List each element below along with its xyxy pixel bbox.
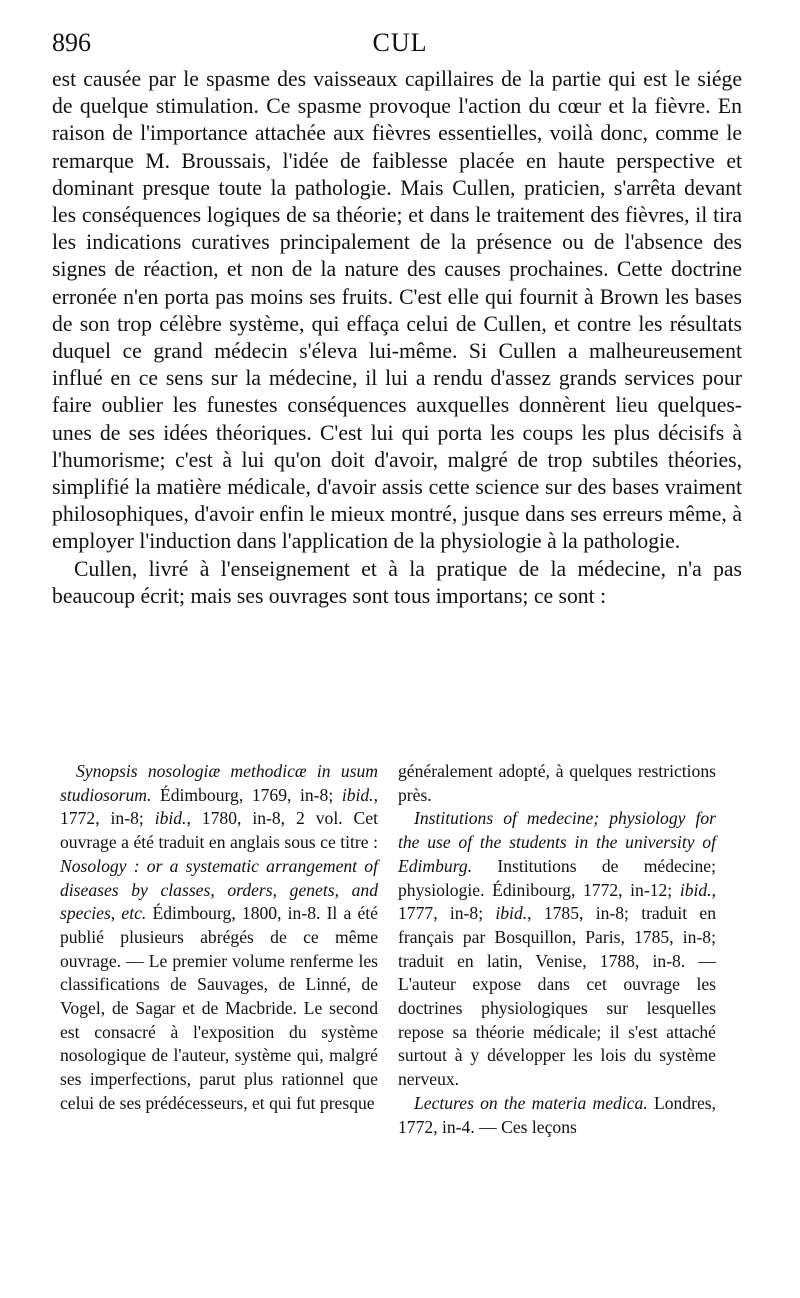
page-number: 896 — [52, 28, 91, 57]
entry-title-nosology: Nosology : or a systematic arrangement of diseases by classes, orders, genets, and species, etc. — [60, 855, 378, 924]
entry-text: , 1785, in-8; traduit en français par Bosquillon, Paris, 1785, in-8; traduit en latin, Venise, 1788, in-8. — L'auteur expose dans cet ouvrage les doctrines physiologiques sur lesquelles repose sa théorie médicale; il s'est attaché surtout à y développer les lois du système nerveux. — [398, 903, 716, 1090]
ibid-label: ibid. — [679, 879, 712, 900]
bibliography-entry-lectures — [398, 1092, 716, 1139]
bibliography-entry-continued: généralement adopté, à quelques restrictions près. — [398, 761, 716, 805]
entry-text: , 1777, in-8; — [398, 879, 716, 924]
main-text — [52, 66, 742, 610]
bibliography-entry-institutions — [398, 807, 716, 1091]
ibid-label: ibid. — [154, 808, 187, 829]
bibliography-columns — [60, 760, 732, 1180]
bibliography-entry-synopsis — [60, 760, 378, 1116]
entry-title-synopsis: Synopsis nosologiæ methodicæ in usum studiosorum. — [60, 761, 378, 805]
ibid-label: ibid. — [341, 784, 374, 805]
entry-text: Institutions de médecine; physiologie. Édinibourg, 1772, in-12; — [398, 855, 716, 900]
entry-text: , 1772, in-8; — [60, 784, 378, 829]
ibid-label: ibid. — [495, 903, 528, 924]
entry-title-institutions: Institutions of medecine; physiology for the use of the students in the university of Edimburg. — [398, 808, 716, 876]
entry-title-lectures: Lectures on the materia medica. — [414, 1092, 648, 1113]
entry-text: Édimbourg, 1800, in-8. Il a été publié plusieurs abrégés de ce même ouvrage. — Le premier volume renferme les classifications de Sauvages, de Linné, de Vogel, de Sagar et de Macbride. Le second est consacré à l'exposition du système nosologique de l'auteur, système qui, malgré ses imperfections, parut plus rationnel que celui de ses prédécesseurs, et qui fut presque — [60, 903, 378, 1113]
paragraph-works-intro: Cullen, livré à l'enseignement et à la pratique de la médecine, n'a pas beaucoup écrit; mais ses ouvrages sont tous importans; ce sont : — [52, 556, 742, 608]
entry-text: Londres, 1772, in-4. — Ces leçons — [398, 1092, 716, 1137]
page-header — [52, 28, 748, 62]
entry-text: Édimbourg, 1769, in-8; — [151, 784, 342, 805]
bibliography-right-column — [398, 760, 716, 1139]
paragraph-cullen-doctrine: est causée par le spasme des vaisseaux capillaires de la partie qui est le siége de quelque stimulation. Ce spasme provoque l'action du cœur et la fièvre. En raison de l'importance attachée aux fièvres essentielles, voilà donc, comme le remarque M. Broussais, l'idée de faiblesse placée en haute perspective et dominant presque toute la pathologie. Mais Cullen, praticien, s'arrêta devant les conséquences logiques de sa théorie; et dans le traitement des fièvres, il tira les indications curatives principalement de la présence ou de l'absence des signes de réaction, et non de la nature des causes prochaines. Cette doctrine erronée n'en porta pas moins ses fruits. C'est elle qui fournit à Brown les bases de son trop célèbre système, qui effaça celui de Cullen, et contre les résultats duquel ce grand médecin s'éleva lui-même. Si Cullen a malheureusement influé en ce sens sur la médecine, il lui a rendu d'assez grands services pour faire oublier les funestes conséquences auxquelles donnèrent lieu quelques-unes de ses idées théoriques. C'est lui qui porta les coups les plus décisifs à l'humorisme; c'est à lui qu'on doit d'avoir, malgré de trop subtiles théories, simplifié la matière médicale, d'avoir assis cette science sur des bases vraiment philosophiques, d'avoir enfin le mieux montré, jusque dans ses erreurs même, à employer l'induction dans l'application de la physiologie à la pathologie. — [52, 67, 742, 554]
running-head: CUL — [372, 28, 428, 57]
entry-text: , 1780, in-8, 2 vol. Cet ouvrage a été traduit en anglais sous ce titre : — [60, 808, 378, 853]
bibliography-left-column — [60, 760, 378, 1116]
